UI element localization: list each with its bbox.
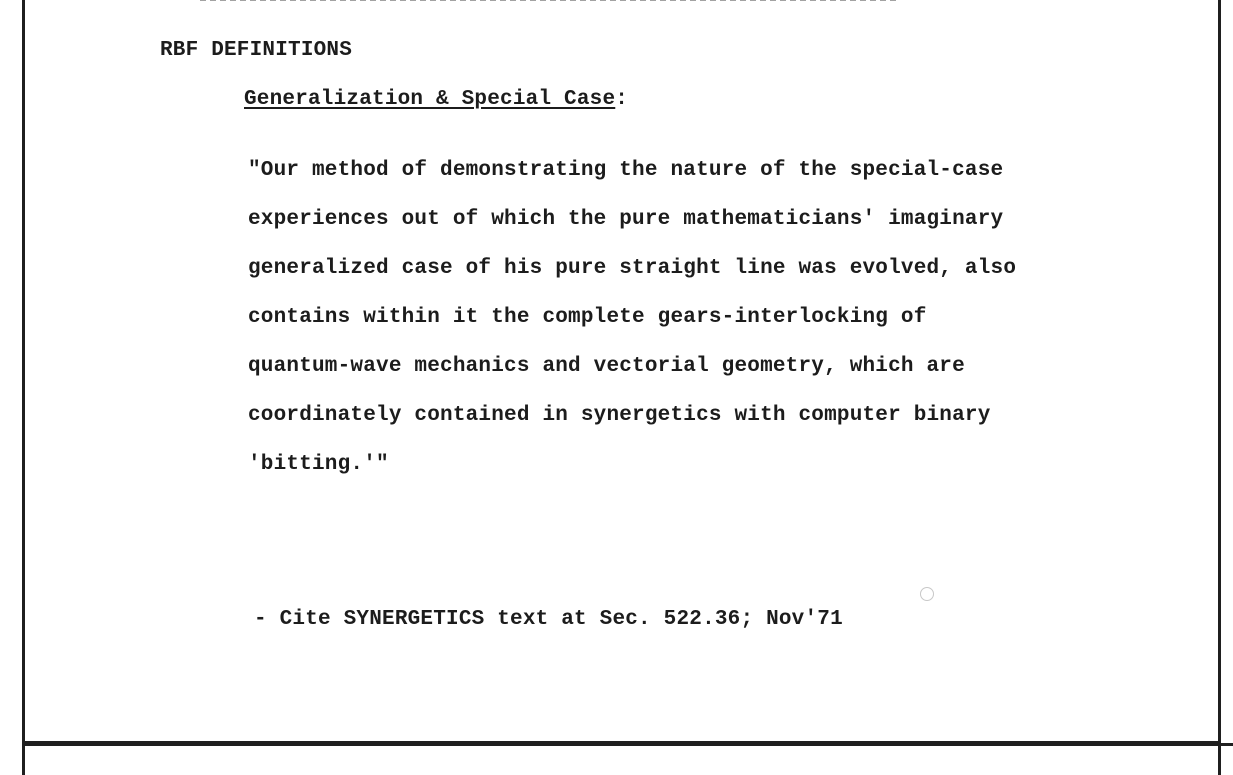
small-circle-mark bbox=[920, 587, 934, 601]
quote-line: generalized case of his pure straight line was evolved, also bbox=[248, 256, 1017, 280]
citation: - Cite SYNERGETICS text at Sec. 522.36; Nov'71 bbox=[254, 608, 843, 631]
next-card-left-edge bbox=[22, 746, 25, 775]
quote-line: quantum-wave mechanics and vectorial geometry, which are bbox=[248, 354, 965, 378]
card-bottom-rule bbox=[22, 743, 1233, 746]
quote-line: coordinately contained in synergetics with computer binary bbox=[248, 403, 991, 427]
definition-subheading bbox=[244, 88, 628, 113]
quote-line: 'bitting.'" bbox=[248, 452, 389, 476]
quote-line: experiences out of which the pure mathematicians' imaginary bbox=[248, 207, 1004, 231]
definition-term-colon: : bbox=[615, 88, 629, 111]
definition-term: Generalization & Special Case bbox=[244, 88, 616, 111]
previous-card-edge bbox=[200, 0, 900, 1]
definition-quote bbox=[248, 134, 1016, 502]
quote-line: contains within it the complete gears-interlocking of bbox=[248, 305, 927, 329]
card-header: RBF DEFINITIONS bbox=[160, 39, 353, 62]
quote-line: "Our method of demonstrating the nature of the special-case bbox=[248, 158, 1004, 182]
next-card-right-edge bbox=[1218, 746, 1221, 775]
